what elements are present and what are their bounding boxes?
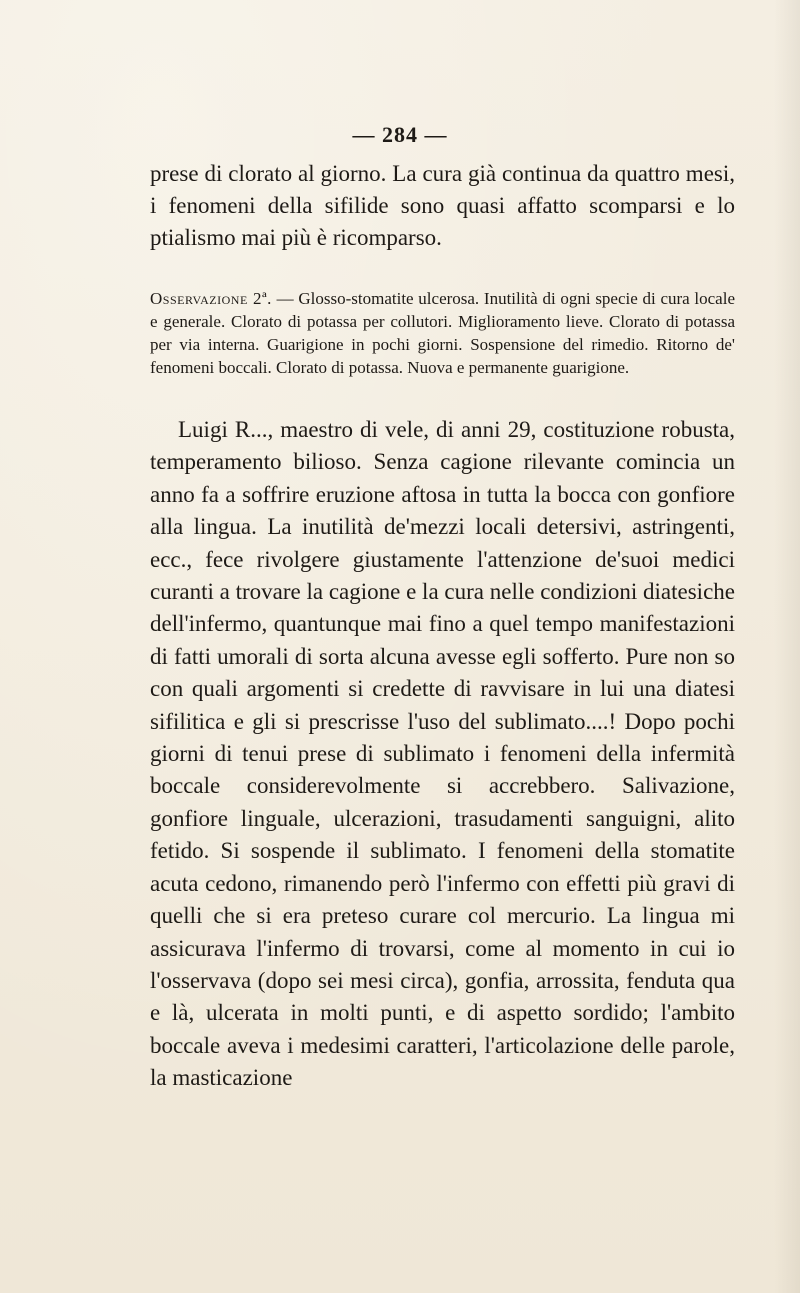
page-edge-shadow [774,0,800,1293]
case-paragraph: Luigi R..., maestro di vele, di anni 29, costituzione robusta, temperamento bilioso. Senza cagione rilevante comincia un anno fa a soffrire eruzione aftosa in tutta la bocca con gonfiore alla lingua. La inutilità de'mezzi locali detersivi, astringenti, ecc., fece rivolgere giustamente l'attenzione de'suoi medici curanti a trovare la cagione e la cura nelle condizioni diatesiche dell'infermo, quantunque mai fino a quel tempo manifestazioni di fatti umorali di sorta alcuna avesse egli sofferto. Pure non so con quali argomenti si credette di ravvisare in lui una diatesi sifilitica e gli si prescrisse l'uso del sublimato....! Dopo pochi giorni di tenui prese di sublimato i fenomeni della infermità boccale considerevolmente si accrebbero. Salivazione, gonfiore linguale, ulcerazioni, trasudamenti sanguigni, alito fetido. Si sospende il sublimato. I fenomeni della stomatite acuta cedono, rimanendo però l'infermo con effetti più gravi di quelli che si era preteso curare col mercurio. La lingua mi assicurava l'infermo di trovarsi, come al momento in cui io l'osservava (dopo sei mesi circa), gonfia, arrossita, fenduta qua e là, ulcerata in molti punti, e di aspetto sordido; l'ambito boccale aveva i medesimi caratteri, l'articolazione delle parole, la masticazione [150,417,735,1091]
page-number: — 284 — [352,122,448,147]
observation-label: Osservazione 2ª. [150,289,272,308]
observation-note [150,287,735,379]
paragraph-continuation: prese di clorato al giorno. La cura già continua da quattro mesi, i fenomeni della sifilide sono quasi affatto scomparsi e lo ptialismo mai più è ricomparso. [150,161,735,250]
observation-text: — Glosso-stomatite ulcerosa. Inutilità di ogni specie di cura locale e generale. Clorato di potassa per collutori. Miglioramento lieve. Clorato di potassa per via interna. Guarigione in pochi giorni. Sospensione del rimedio. Ritorno de' fenomeni boccali. Clorato di potassa. Nuova e permanente guarigione. [150,289,735,377]
